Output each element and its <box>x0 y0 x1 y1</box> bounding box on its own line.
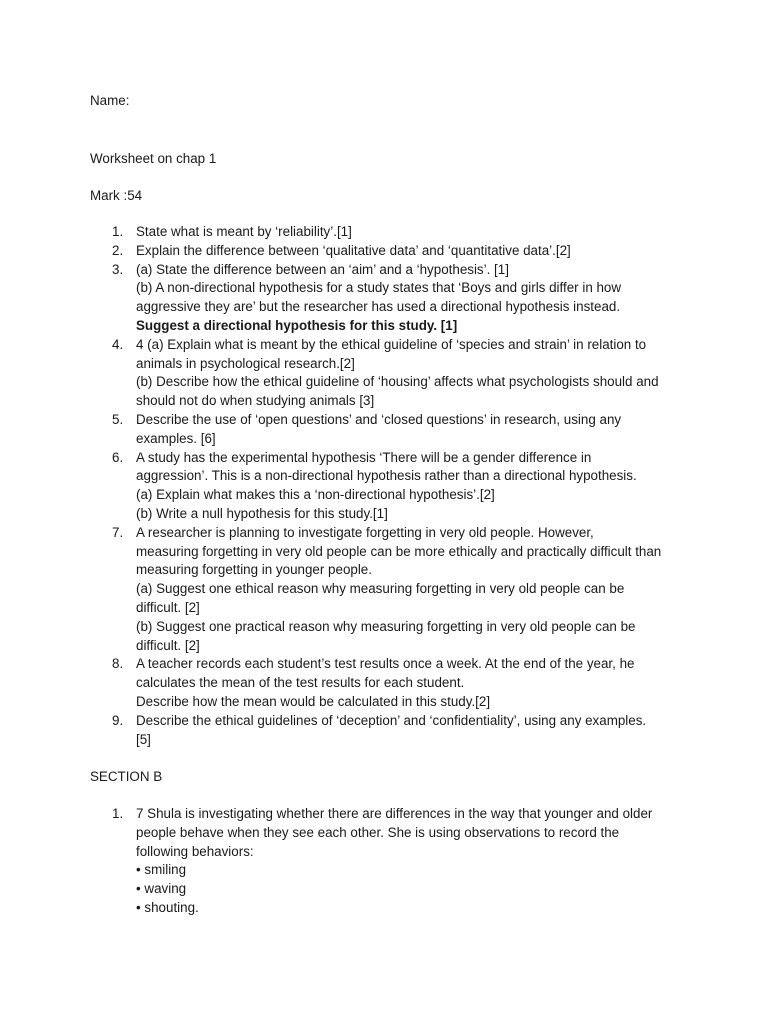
question-text-line: aggression’. This is a non-directional hypothesis rather than a directional hypothesis. <box>136 468 637 484</box>
question-number: 1. <box>112 224 124 239</box>
question-text-line: measuring forgetting in very old people can be more ethically and practically difficult than <box>136 543 662 559</box>
question-text-line: following behaviors: <box>136 843 254 859</box>
question-text-line: Describe the ethical guidelines of ‘deception’ and ‘confidentiality’, using any examples. <box>136 712 647 728</box>
question-text-line: 4 (a) Explain what is meant by the ethical guideline of ‘species and strain’ in relation to <box>136 336 647 352</box>
question-text-line: (b) Write a null hypothesis for this study.[1] <box>136 505 388 521</box>
question-text-line: (b) A non-directional hypothesis for a study states that ‘Boys and girls differ in how <box>136 280 622 296</box>
question-number: 6. <box>112 449 124 465</box>
question-text-line: [5] <box>136 731 151 747</box>
question-text-line: Explain the difference between ‘qualitative data’ and ‘quantitative data’.[2] <box>136 242 571 258</box>
question-text-line: (a) State the difference between an ‘aim’ and a ‘hypothesis’. [1] <box>136 261 509 277</box>
question-text-line: difficult. [2] <box>136 599 200 615</box>
question-9 <box>0 712 700 750</box>
question-number: 1. <box>112 806 124 821</box>
section-b-heading: SECTION B <box>90 769 163 784</box>
question-text-line: difficult. [2] <box>136 637 200 653</box>
question-text-line: aggressive they are’ but the researcher has used a directional hypothesis instead. <box>136 299 621 315</box>
question-text-line: 7 Shula is investigating whether there are differences in the way that younger and older <box>136 806 653 821</box>
question-number: 2. <box>112 242 124 258</box>
question-5 <box>0 411 700 449</box>
question-number: 4. <box>112 336 124 352</box>
question-3 <box>0 261 700 336</box>
question-text-line: measuring forgetting in younger people. <box>136 562 372 578</box>
name-label: Name: <box>90 93 130 108</box>
section-a-question-list <box>0 223 700 749</box>
bullet-item-shouting: • shouting. <box>136 899 199 915</box>
question-number: 7. <box>112 524 124 540</box>
bullet-item-waving: • waving <box>136 881 187 897</box>
question-1 <box>0 223 700 242</box>
question-text-line: A teacher records each student’s test results once a week. At the end of the year, he <box>136 656 635 672</box>
question-text-line: animals in psychological research.[2] <box>136 355 355 371</box>
question-number: 5. <box>112 411 124 427</box>
question-text-line: (b) Suggest one practical reason why measuring forgetting in very old people can be <box>136 618 636 634</box>
question-text-line: A researcher is planning to investigate forgetting in very old people. However, <box>136 524 594 540</box>
question-number: 9. <box>112 712 124 728</box>
question-number: 3. <box>112 261 124 277</box>
question-text-line: should not do when studying animals [3] <box>136 393 375 409</box>
question-6 <box>0 449 700 524</box>
question-number: 8. <box>112 656 124 672</box>
question-8 <box>0 655 700 711</box>
section-b-question-1 <box>0 805 700 918</box>
total-mark: Mark :54 <box>90 188 143 203</box>
question-text-line: (a) Suggest one ethical reason why measuring forgetting in very old people can be <box>136 581 625 597</box>
question-text-line-bold: Suggest a directional hypothesis for this study. [1] <box>136 317 458 333</box>
question-2 <box>0 242 700 261</box>
question-text-line: A study has the experimental hypothesis ‘There will be a gender difference in <box>136 449 592 465</box>
question-text-line: (a) Explain what makes this a ‘non-directional hypothesis’.[2] <box>136 487 495 503</box>
question-text-line: Describe how the mean would be calculated in this study.[2] <box>136 693 491 709</box>
question-text-line: examples. [6] <box>136 430 216 446</box>
question-4 <box>0 336 700 411</box>
question-text-line: Describe the use of ‘open questions’ and ‘closed questions’ in research, using any <box>136 411 622 427</box>
question-text-line: calculates the mean of the test results for each student. <box>136 675 465 691</box>
question-text-line: people behave when they see each other. She is using observations to record the <box>136 824 620 840</box>
worksheet-title: Worksheet on chap 1 <box>90 151 217 166</box>
question-text-line: (b) Describe how the ethical guideline of ‘housing’ affects what psychologists should and <box>136 374 659 390</box>
section-b-question-list <box>0 805 700 918</box>
bullet-item-smiling: • smiling <box>136 862 187 878</box>
question-7 <box>0 524 700 656</box>
question-text-line: State what is meant by ‘reliability’.[1] <box>136 224 352 239</box>
